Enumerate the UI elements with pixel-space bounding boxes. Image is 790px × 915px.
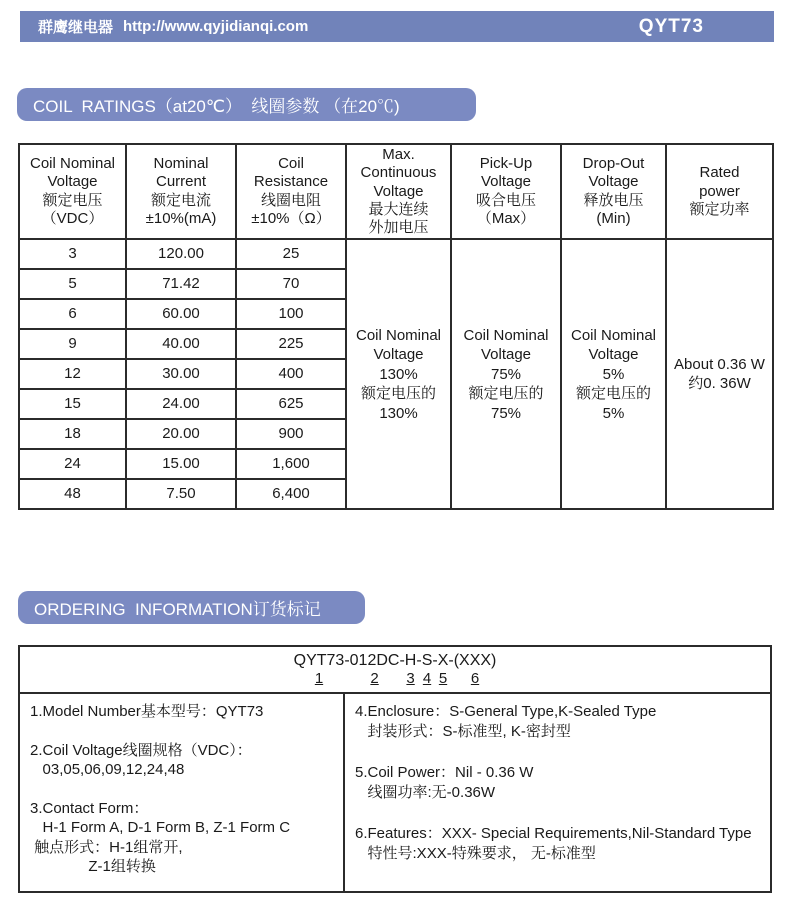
coil-col-header-0: Coil Nominal Voltage 额定电压 （VDC） [19,144,126,239]
code-segment-text: (XXX) [453,652,497,669]
coil-ratings-section-title [17,88,476,121]
ordering-box [18,645,772,893]
ordering-item-line: 6.Features：XXX- Special Requirements,Nil-Standard Type [355,825,752,842]
ordering-item-line: 5.Coil Power：Nil - 0.36 W [355,764,534,781]
ordering-item-line: Z-1组转换 [30,858,156,875]
coil-cell: 70 [236,269,346,299]
coil-col-header-4: Pick-Up Voltage 吸合电压 （Max） [451,144,561,239]
coil-cell: 6 [19,299,126,329]
ordering-item-line: 线圈功率:无-0.36W [355,783,496,801]
code-segment-text: S [421,652,433,669]
ordering-item-line: 触点形式：H-1组常开, [30,838,183,856]
code-segment-text: X [437,652,449,669]
coil-cell: 1,600 [236,449,346,479]
coil-cell: 48 [19,479,126,509]
coil-merged-cell-2: Coil Nominal Voltage 5% 额定电压的 5% [561,239,666,509]
coil-cell: 25 [236,239,346,269]
code-position-number: 2 [370,670,379,687]
site-url[interactable]: http://www.qyjidianqi.com [123,18,309,35]
code-segment-text: QYT73 [293,652,345,669]
part-number-code [20,647,770,694]
coil-header-row [19,144,773,239]
coil-cell: 625 [236,389,346,419]
ordering-item-line: 03,05,06,09,12,24,48 [30,761,185,778]
code-segment [438,652,449,688]
ordering-item-right-2 [355,824,764,863]
code-segment-text: - [448,652,454,669]
ordering-item-line: H-1 Form A, D-1 Form B, Z-1 Form C [30,819,291,836]
code-segment-text: H [404,652,417,669]
code-position-number: 3 [406,670,415,687]
coil-cell: 900 [236,419,346,449]
coil-col-header-6: Rated power 额定功率 [666,144,773,239]
coil-cell: 18 [19,419,126,449]
coil-merged-cell-3: About 0.36 W 约0. 36W [666,239,773,509]
coil-cell: 12 [19,359,126,389]
coil-cell: 60.00 [126,299,236,329]
coil-cell: 7.50 [126,479,236,509]
coil-cell: 120.00 [126,239,236,269]
coil-cell: 100 [236,299,346,329]
model-number: QYT73 [638,15,704,37]
coil-cell: 71.42 [126,269,236,299]
coil-cell: 6,400 [236,479,346,509]
ordering-item-line: 特性号:XXX-特殊要求， 无-标准型 [355,844,596,862]
coil-cell: 3 [19,239,126,269]
coil-col-header-5: Drop-Out Voltage 释放电压 (Min) [561,144,666,239]
ordering-item-right-0 [355,702,764,741]
ordering-item-left-2 [30,799,337,877]
coil-cell: 15.00 [126,449,236,479]
coil-cell: 20.00 [126,419,236,449]
ordering-item-line: 封装形式：S-标准型, K-密封型 [355,722,571,740]
code-segment-text: - [432,652,438,669]
coil-cell: 225 [236,329,346,359]
code-position-number: 1 [314,670,324,687]
coil-table-body [19,239,773,509]
ordering-section-title [18,591,365,624]
brand-text: 群鹰继电器 [38,19,114,36]
code-segment-text: - [399,652,405,669]
coil-cell: 40.00 [126,329,236,359]
code-segment [405,652,417,688]
coil-cell: 24 [19,449,126,479]
ordering-item-line: 2.Coil Voltage线圈规格（VDC）： [30,741,252,759]
ordering-item-left-0 [30,702,337,722]
coil-cell: 9 [19,329,126,359]
coil-col-header-2: Coil Resistance 线圈电阻 ±10%（Ω） [236,144,346,239]
coil-table-head [19,144,773,239]
ordering-item-left-1 [30,741,337,780]
ordering-left-column [20,694,345,891]
coil-ratings-title-text: COIL RATINGS（at20℃） 线圈参数 （在20℃) [33,97,400,116]
brand-group [20,16,308,37]
code-position-number: 5 [438,670,448,687]
ordering-right-column [345,694,770,891]
ordering-item-line: 3.Contact Form： [30,799,149,817]
code-segment-text: - [344,652,350,669]
ordering-item-right-1 [355,763,764,802]
coil-cell: 5 [19,269,126,299]
coil-col-header-3: Max. Continuous Voltage 最大连续 外加电压 [346,144,451,239]
coil-col-header-1: Nominal Current 额定电流 ±10%(mA) [126,144,236,239]
code-segment [422,652,433,688]
code-position-number: 6 [470,670,480,687]
code-segment-text: 012DC [349,652,400,669]
ordering-title-text: ORDERING INFORMATION订货标记 [34,600,321,619]
code-segment [294,652,345,688]
code-segment [454,652,497,688]
code-segment [350,652,400,688]
ordering-columns [20,694,770,891]
code-position-number: 4 [422,670,432,687]
coil-cell: 30.00 [126,359,236,389]
top-brand-bar [20,11,774,42]
coil-merged-cell-0: Coil Nominal Voltage 130% 额定电压的 130% [346,239,451,509]
coil-ratings-table [18,143,774,510]
ordering-item-line: 1.Model Number基本型号：QYT73 [30,703,264,720]
code-segment-text: - [416,652,422,669]
coil-cell: 400 [236,359,346,389]
coil-data-row [19,239,773,269]
coil-merged-cell-1: Coil Nominal Voltage 75% 额定电压的 75% [451,239,561,509]
coil-cell: 15 [19,389,126,419]
ordering-item-line: 4.Enclosure：S-General Type,K-Sealed Type [355,703,657,720]
coil-cell: 24.00 [126,389,236,419]
